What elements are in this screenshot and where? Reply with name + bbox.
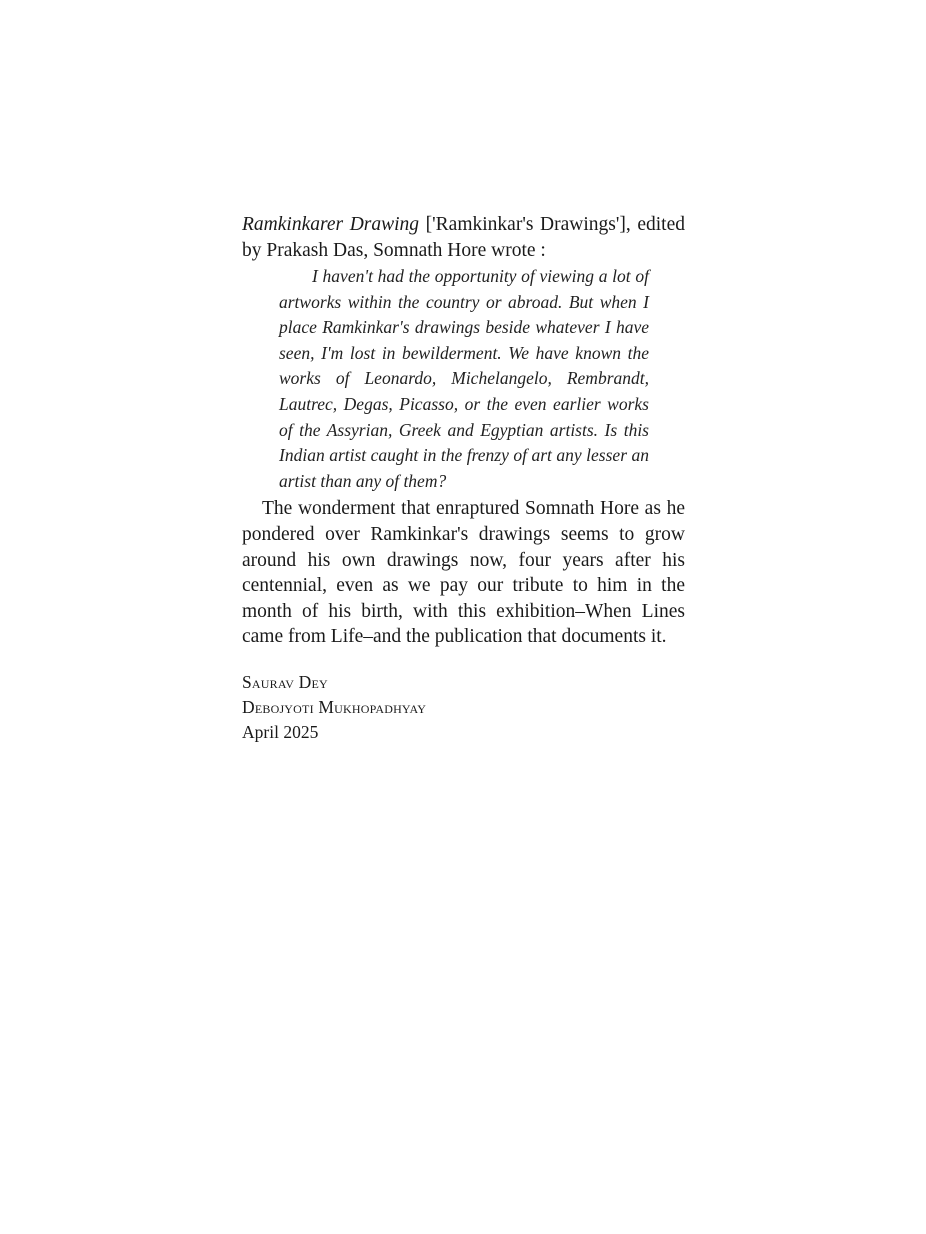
author-name: Saurav Dey [242, 671, 328, 692]
signature-date: April 2025 [242, 721, 319, 742]
book-title: Ramkinkarer Drawing [242, 214, 420, 235]
signature-block [242, 670, 685, 745]
document-page [242, 212, 685, 745]
block-quote: I haven't had the opportunity of viewing a lot of artworks within the country or abroad. But when I place Ramkinkar's drawings beside whatever I have seen, I'm lost in bewilderment. We have known the works of Leonardo, Michelangelo, Rembrandt, Lautrec, Degas, Picasso, or the even earlier works of the Assyrian, Greek and Egyptian artists. Is this Indian artist caught in the frenzy of art any lesser an artist than any of them? [279, 266, 649, 491]
body-paragraph: The wonderment that enraptured Somnath Hore as he pondered over Ramkinkar's drawings seems to grow around his own drawings now, four years after his centennial, even as we pay our tribute to him in the month of his birth, with this exhibition–When Lines came from Life–and the publication that documents it. [242, 498, 685, 648]
author-name: Debojyoti Mukhopadhyay [242, 696, 427, 717]
intro-text: ['Ramkinkar's Drawings'], edited by Prakash Das, Somnath Hore wrote : [242, 214, 685, 261]
intro-paragraph [242, 212, 685, 264]
